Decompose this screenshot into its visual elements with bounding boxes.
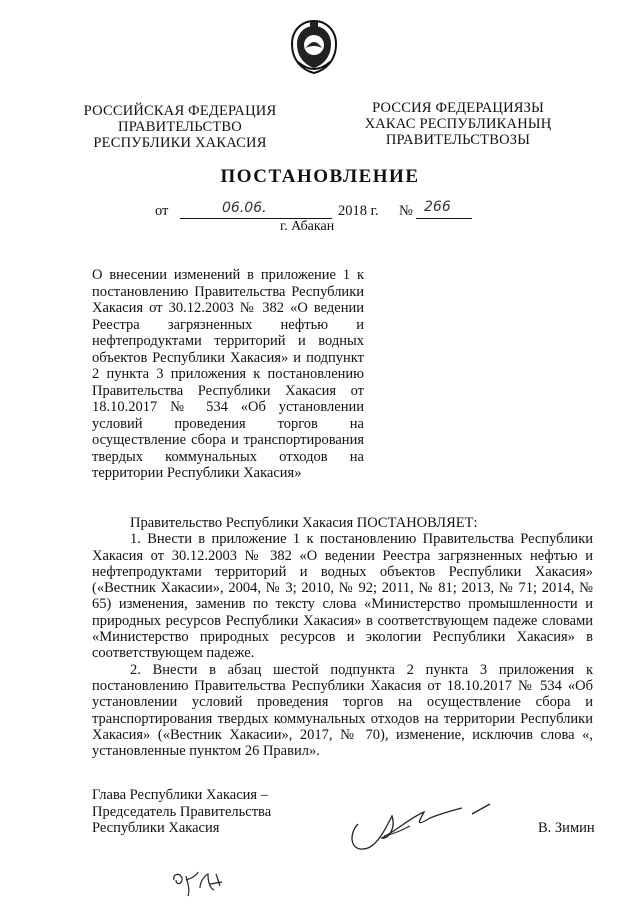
document-subject: О внесении изменений в приложение 1 к постановлению Правительства Республики Хакасия от 30.12.2003 № 382 «О ведении Реестра загрязненных нефтью и нефтепродуктами территорий и водных объектов Республики Хакасия» и подпункт 2 пункта 3 приложения к постановлению Правительства Республики Хакасия от 18.10.2017 № 534 «Об установлении условий проведения торгов на осуществление сбора и транспортирования твердых коммунальных отходов на территории Республики Хакасия»: [92, 267, 364, 481]
date-year: 2018 г.: [338, 203, 379, 219]
header-right-block: [358, 100, 558, 148]
header-right-line-2: ХАКАС РЕСПУБЛИКАНЫҢ: [364, 116, 552, 132]
city-label: г. Абакан: [280, 219, 335, 234]
body-item-2: 2. Внести в абзац шестой подпункта 2 пункта 3 приложения к постановлению Правительства Республики Хакасия от 18.10.2017 № 534 «Об установлении условий проведения торгов на осуществление сбора и транспортирования твердых коммунальных отходов на территории Республики Хакасия» («Вестник Хакасии», 2017, № 70), изменение, исключив слова «, установленные пунктом 26 Правил».: [92, 661, 593, 760]
handwritten-signature: [344, 798, 494, 858]
number-label: №: [399, 203, 413, 219]
header-left-block: [80, 103, 280, 151]
document-body: [92, 515, 593, 759]
signatory-name: В. Зимин: [538, 820, 595, 836]
body-intro: Правительство Республики Хакасия ПОСТАНОВЛЯЕТ:: [130, 515, 478, 531]
header-right-line-3: ПРАВИТЕЛЬСТВОЗЫ: [385, 132, 531, 148]
signatory-position: [92, 787, 271, 837]
handwritten-mark: [170, 866, 226, 900]
header-right-line-1: РОССИЯ ФЕДЕРАЦИЯЗЫ: [372, 100, 544, 116]
header-left-line-2: ПРАВИТЕЛЬСТВО: [118, 119, 242, 135]
header-left-line-1: РОССИЙСКАЯ ФЕДЕРАЦИЯ: [83, 103, 277, 119]
date-handwritten: 06.06.: [222, 200, 267, 216]
header-left-line-3: РЕСПУБЛИКИ ХАКАСИЯ: [93, 135, 267, 151]
signatory-position-line-2: Председатель Правительства: [92, 803, 272, 820]
document-title: ПОСТАНОВЛЕНИЕ: [220, 166, 420, 187]
coat-of-arms-emblem: [286, 18, 342, 76]
body-item-1: 1. Внести в приложение 1 к постановлению Правительства Республики Хакасия от 30.12.2003 № 382 «О ведении Реестра загрязненных нефтью и нефтепродуктами территорий и водных объектов Республики Хакасия» («Вестник Хакасии», 2004, № 3; 2010, № 92; 2011, № 81; 2013, № 71; 2014, № 65) изменения, заменив по тексту слова «Министерство промышленности и природных ресурсов Республики Хакасия» в соответствующем падеже словами «Министерство природных ресурсов и экологии Республики Хакасия» в соответствующем падеже.: [92, 531, 593, 662]
signatory-position-line-1: Глава Республики Хакасия –: [92, 787, 268, 803]
date-from-label: от: [155, 203, 169, 219]
signatory-position-line-3: Республики Хакасия: [92, 820, 220, 836]
number-underline: [416, 218, 472, 219]
number-handwritten: 266: [424, 199, 451, 215]
